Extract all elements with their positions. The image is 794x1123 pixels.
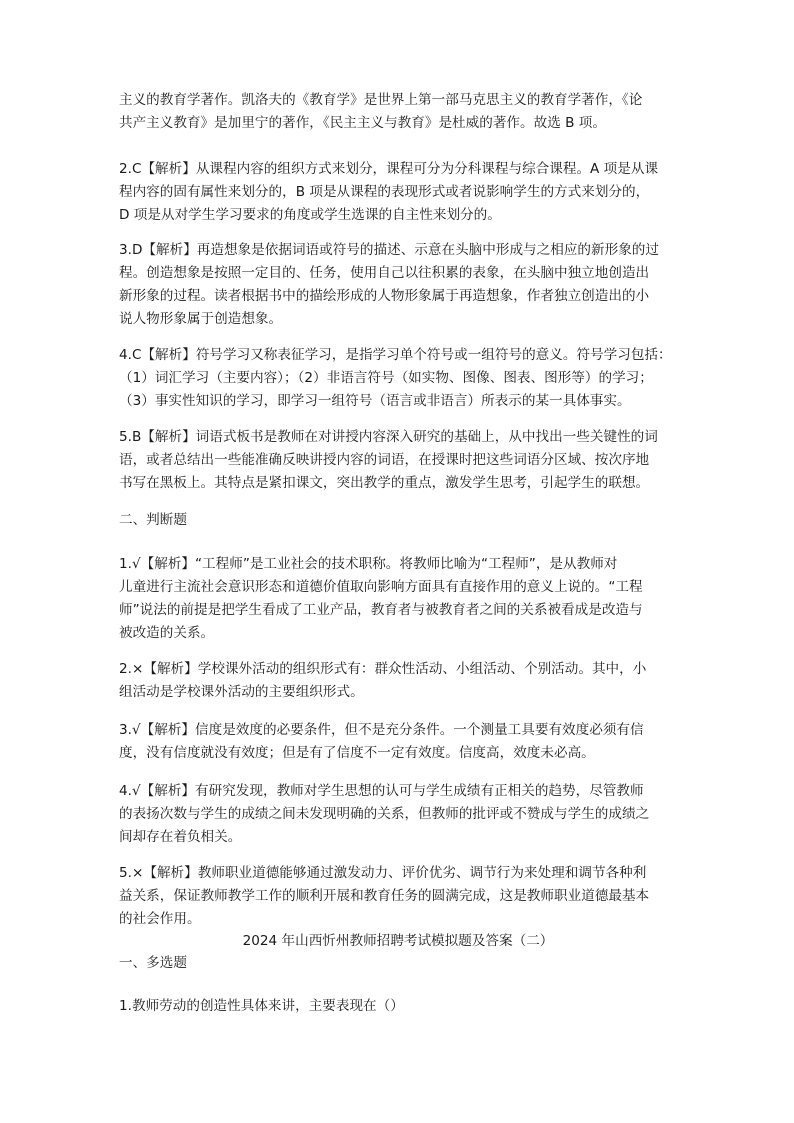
text-line: （3）事实性知识的学习，即学习一组符号（语言或非语言）所表示的某一具体事实。 [119, 393, 631, 409]
answer-explanation-1-continued [119, 89, 677, 135]
judgment-explanation-2 [119, 658, 677, 704]
document-title: 2024 年山西忻州教师招聘考试模拟题及答案（二） [242, 933, 554, 949]
text-line: 5.B【解析】词语式板书是教师在对讲授内容深入研究的基础上，从中找出一些关键性的词 [119, 429, 658, 445]
answer-explanation-3 [119, 239, 677, 331]
text-line: 儿童进行主流社会意识形态和道德价值取向影响方面具有直接作用的意义上说的。“工程 [119, 579, 643, 595]
judgment-explanation-4 [119, 780, 677, 849]
text-line: 师”说法的前提是把学生看成了工业产品，教育者与被教育者之间的关系被看成是改造与 [119, 602, 643, 618]
text-line: 新形象的过程。读者根据书中的描绘形成的人物形象属于再造想象，作者独立创造出的小 [119, 288, 650, 304]
text-line: 语，或者总结出一些能准确反映讲授内容的词语，在授课时把这些词语分区域、按次序地 [119, 452, 650, 468]
judgment-explanation-5 [119, 862, 677, 931]
section-heading-judgment: 二、判断题 [119, 512, 187, 528]
answer-explanation-4 [119, 344, 677, 413]
text-line: 2.×【解析】学校课外活动的组织形式有：群众性活动、小组活动、个别活动。其中，小 [119, 661, 647, 677]
judgment-explanation-1 [119, 553, 677, 645]
text-line: 的社会作用。 [119, 911, 201, 927]
text-line: 4.√【解析】有研究发现，教师对学生思想的认可与学生成绩有正相关的趋势，尽管教师 [119, 783, 644, 799]
text-line: 被改造的关系。 [119, 625, 215, 641]
text-line: 益关系，保证教师教学工作的顺利开展和教育任务的圆满完成，这是教师职业道德最基本 [119, 888, 650, 904]
text-line: 共产主义教育》是加里宁的著作，《民主主义与教育》是杜威的著作。故选 B 项。 [119, 115, 606, 131]
text-line: 3.√【解析】信度是效度的必要条件，但不是充分条件。一个测量工具要有效度必须有信 [119, 722, 644, 738]
text-line: 组活动是学校课外活动的主要组织形式。 [119, 684, 364, 700]
answer-explanation-5 [119, 426, 677, 495]
text-line: 5.×【解析】教师职业道德能够通过激发动力、评价优劣、调节行为来处理和调节各种利 [119, 865, 647, 881]
text-line: （1）词汇学习（主要内容）；（2）非语言符号（如实物、图像、图表、图形等）的学习； [119, 370, 653, 386]
text-line: D 项是从对学生学习要求的角度或学生选课的自主性来划分的。 [119, 207, 501, 223]
text-line: 程内容的固有属性来划分的，B 项是从课程的表现形式或者说影响学生的方式来划分的， [119, 184, 650, 200]
section-heading-multiple-choice: 一、多选题 [119, 955, 187, 971]
text-line: 主义的教育学著作。凯洛夫的《教育学》是世界上第一部马克思主义的教育学著作，《论 [119, 92, 643, 108]
answer-explanation-2 [119, 158, 677, 227]
text-line: 说人物形象属于创造想象。 [119, 311, 283, 327]
text-line: 的表扬次数与学生的成绩之间未发现明确的关系，但教师的批评或不赞成与学生的成绩之 [119, 806, 650, 822]
judgment-explanation-3 [119, 719, 677, 765]
text-line: 度，没有信度就没有效度；但是有了信度不一定有效度。信度高，效度未必高。 [119, 745, 595, 761]
text-line: 2.C【解析】从课程内容的组织方式来划分，课程可分为分科课程与综合课程。A 项是从课 [119, 161, 659, 177]
text-line: 1.√【解析】“工程师”是工业社会的技术职称。将教师比喻为“工程师”，是从教师对 [119, 556, 618, 572]
question-1: 1.教师劳动的创造性具体来讲，主要表现在（） [119, 998, 404, 1014]
text-line: 间却存在着负相关。 [119, 829, 242, 845]
text-line: 4.C【解析】符号学习又称表征学习，是指学习单个符号或一组符号的意义。符号学习包括： [119, 347, 672, 363]
text-line: 程。创造想象是按照一定目的、任务，使用自己以往积累的表象，在头脑中独立地创造出 [119, 265, 650, 281]
text-line: 书写在黑板上。其特点是紧扣课文，突出教学的重点，激发学生思考，引起学生的联想。 [119, 475, 650, 491]
text-line: 3.D【解析】再造想象是依据词语或符号的描述、示意在头脑中形成与之相应的新形象的过 [119, 242, 659, 258]
